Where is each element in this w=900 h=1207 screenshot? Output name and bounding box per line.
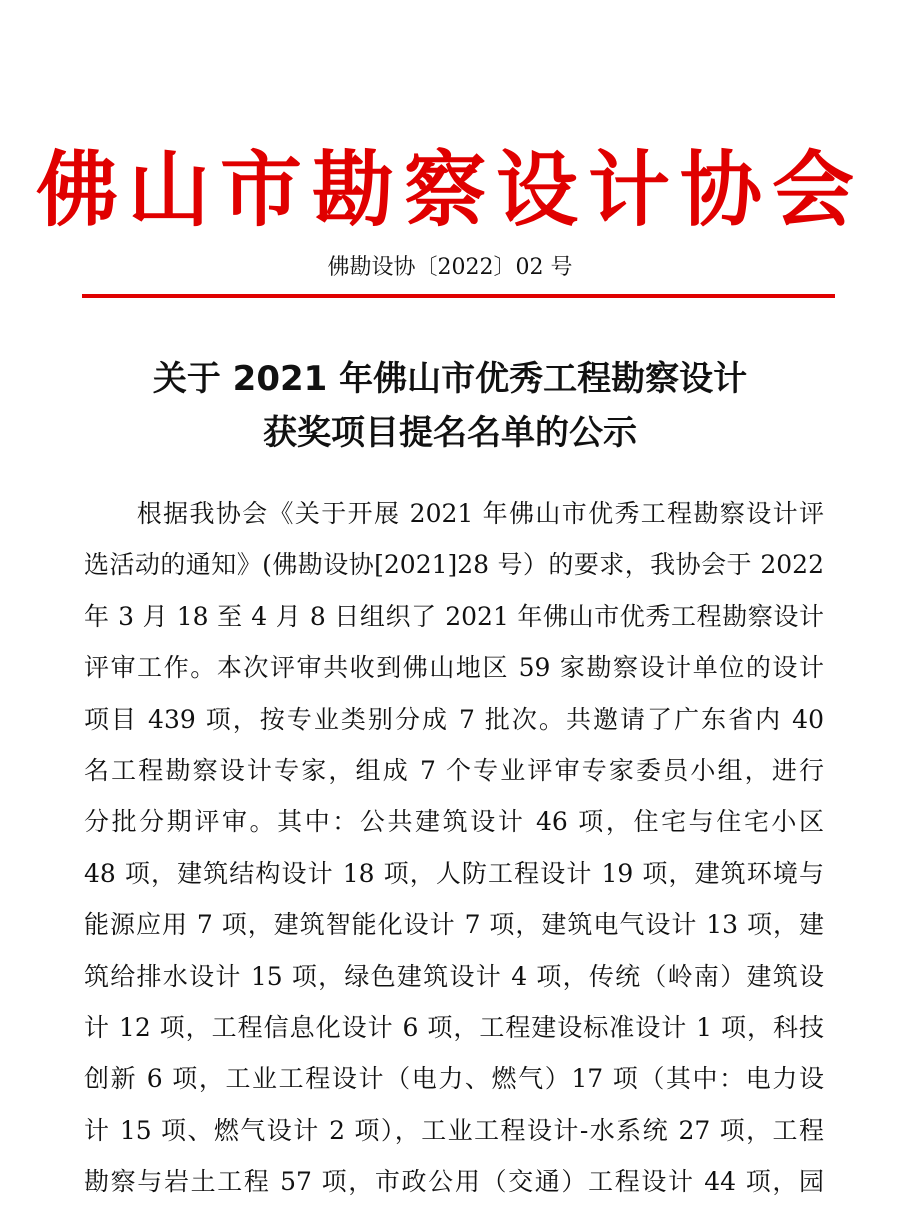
body-line: 筑给排水设计 15 项，绿色建筑设计 4 项，传统（岭南）建筑设 (84, 961, 824, 991)
body-line: 勘察与岩土工程 57 项，市政公用（交通）工程设计 44 项，园 (84, 1167, 824, 1197)
body-line: 分批分期评审。其中：公共建筑设计 46 项，住宅与住宅小区 (84, 807, 824, 837)
document-number: 佛勘设协〔2022〕02 号 (327, 255, 573, 280)
body-line: 项目 439 项，按专业类别分成 7 批次。共邀请了广东省内 40 (84, 704, 824, 734)
body-line: 根据我协会《关于开展 2021 年佛山市优秀工程勘察设计评 (84, 499, 824, 528)
body-line: 能源应用 7 项，建筑智能化设计 7 项，建筑电气设计 13 项，建 (84, 910, 824, 940)
red-divider-line (82, 294, 835, 298)
body-line: 名工程勘察设计专家，组成 7 个专业评审专家委员小组，进行 (84, 755, 824, 785)
body-line: 创新 6 项，工业工程设计（电力、燃气）17 项（其中：电力设 (84, 1064, 824, 1094)
body-line: 计 15 项、燃气设计 2 项），工业工程设计-水系统 27 项，工程 (84, 1115, 824, 1145)
body-paragraph (84, 488, 824, 1207)
body-line: 选活动的通知》(佛勘设协[2021]28 号）的要求，我协会于 2022 (84, 550, 824, 580)
body-line: 计 12 项，工程信息化设计 6 项，工程建设标准设计 1 项，科技 (84, 1012, 824, 1042)
organization-name: 佛山市勘察设计协会 (35, 142, 864, 238)
notice-title-line-2: 获奖项目提名名单的公示 (263, 413, 637, 453)
body-line: 评审工作。本次评审共收到佛山地区 59 家勘察设计单位的设计 (84, 653, 824, 683)
notice-title (0, 352, 900, 460)
notice-title-line-1: 关于 2021 年佛山市优秀工程勘察设计 (152, 359, 748, 399)
body-line: 48 项，建筑结构设计 18 项，人防工程设计 19 项，建筑环境与 (84, 858, 824, 888)
body-line: 年 3 月 18 至 4 月 8 日组织了 2021 年佛山市优秀工程勘察设计 (84, 601, 824, 631)
